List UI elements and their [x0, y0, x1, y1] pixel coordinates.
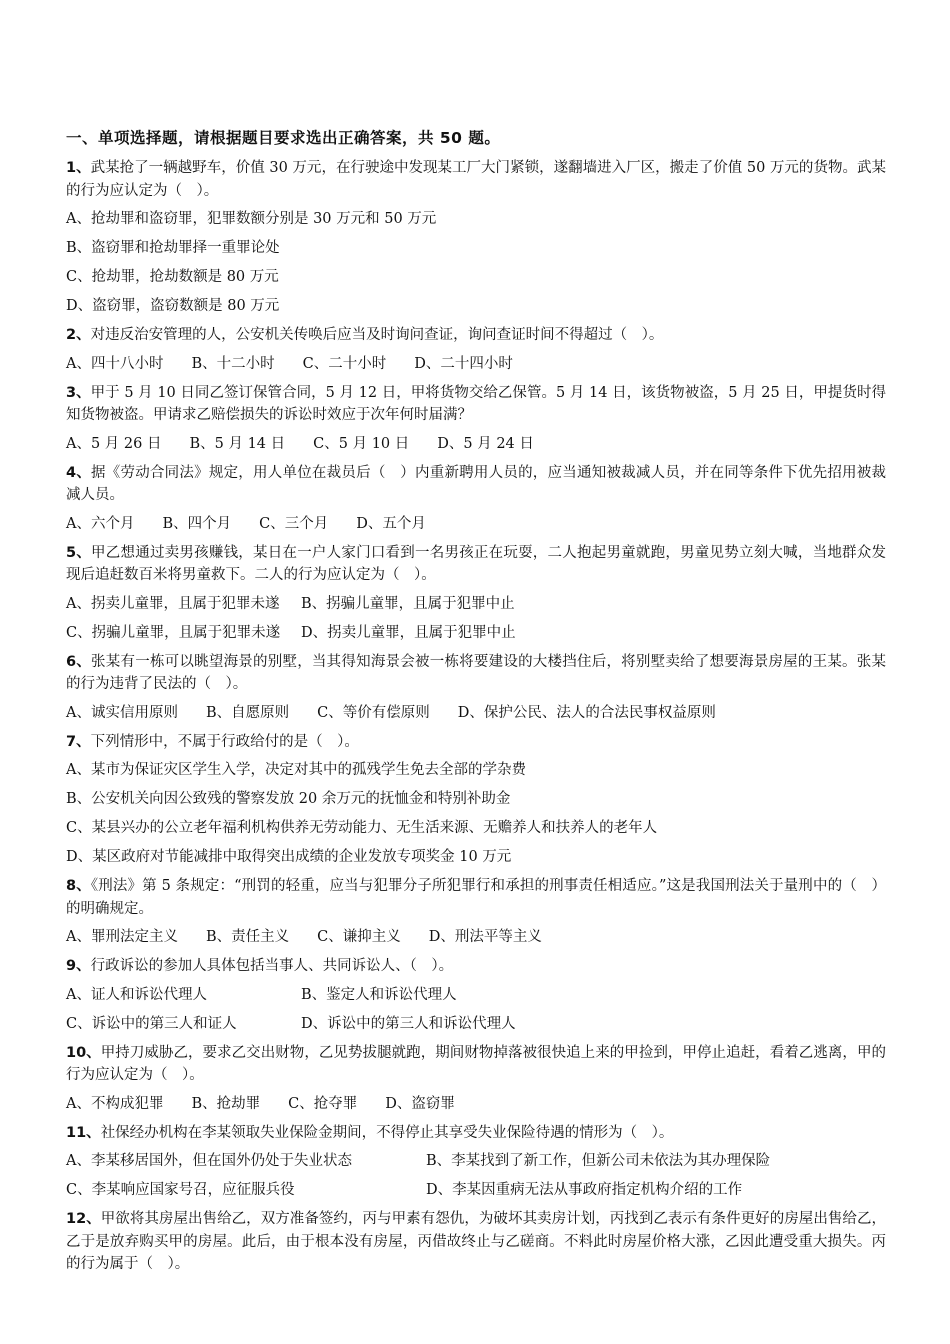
- question-text: 武某抢了一辆越野车，价值 30 万元，在行驶途中发现某工厂大门紧锁，遂翻墙进入厂区，搬走了价值 50 万元的货物。武某的行为应认定为（ ）。: [66, 160, 886, 199]
- option: C、二十小时: [302, 355, 387, 372]
- option: C、某县兴办的公立老年福利机构供养无劳动能力、无生活来源、无赡养人和扶养人的老年人: [66, 820, 658, 836]
- option: C、李某响应国家号召，应征服兵役: [66, 1182, 295, 1198]
- option: A、抢劫罪和盗窃罪，犯罪数额分别是 30 万元和 50 万元: [66, 211, 437, 227]
- question-6: [66, 651, 886, 696]
- question-text: 社保经办机构在李某领取失业保险金期间，不得停止其享受失业保险待遇的情形为（ ）。: [100, 1124, 674, 1141]
- options-row: [66, 1179, 886, 1201]
- option: A、四十八小时: [66, 355, 164, 372]
- question-number: 7、: [66, 733, 91, 750]
- question-text: 行政诉讼的参加人具体包括当事人、共同诉讼人、（ ）。: [90, 958, 454, 974]
- options-row: [66, 1093, 886, 1115]
- options-row: [66, 513, 886, 535]
- option: B、十二小时: [191, 355, 275, 372]
- option: C、三个月: [259, 515, 329, 532]
- question-text: 甲持刀威胁乙，要求乙交出财物，乙见势拔腿就跑，期间财物掉落被很快追上来的甲捡到，甲停止追赶，看着乙逃离，甲的行为应认定为（ ）。: [66, 1044, 886, 1083]
- option: D、5 月 24 日: [437, 435, 534, 452]
- option: A、不构成犯罪: [66, 1095, 164, 1112]
- option: A、罪刑法定主义: [66, 929, 178, 945]
- option: A、诚实信用原则: [66, 704, 178, 721]
- option: B、李某找到了新工作，但新公司未依法为其办理保险: [426, 1153, 771, 1169]
- option: B、拐骗儿童罪，且属于犯罪中止: [301, 595, 515, 612]
- options-row: [66, 984, 886, 1006]
- option: D、李某因重病无法从事政府指定机构介绍的工作: [426, 1182, 743, 1198]
- question-number: 12、: [66, 1211, 101, 1227]
- question-12: [66, 1208, 886, 1276]
- question-number: 2、: [66, 327, 91, 343]
- question-text: 据《劳动合同法》规定，用人单位在裁员后（ ）内重新聘用人员的，应当通知被裁减人员，并在同等条件下优先招用被裁减人员。: [66, 464, 886, 503]
- question-number: 8、: [66, 878, 91, 894]
- question-text: 甲于 5 月 10 日同乙签订保管合同，5 月 12 日，甲将货物交给乙保管。5 月 14 日，该货物被盗，5 月 25 日，甲提货时得知货物被盗。甲请求乙赔偿损失的诉讼时效应于次年何时届满？: [66, 384, 886, 423]
- options-row: [66, 1150, 886, 1172]
- question-text: 《刑法》第 5 条规定：“刑罚的轻重，应当与犯罪分子所犯罪行和承担的刑事责任相适应。”这是我国刑法关于量刑中的（ ）的明确规定。: [66, 878, 886, 917]
- option: A、六个月: [66, 515, 135, 532]
- option: B、抢劫罪: [191, 1095, 261, 1112]
- question-number: 10、: [66, 1044, 101, 1061]
- options-row: [66, 593, 886, 615]
- option: C、抢夺罪: [288, 1095, 358, 1112]
- question-text: 对违反治安管理的人，公安机关传唤后应当及时询问查证，询问查证时间不得超过（ ）。: [90, 327, 664, 343]
- option: D、保护公民、法人的合法民事权益原则: [457, 704, 716, 721]
- question-3: [66, 382, 886, 427]
- option: C、拐骗儿童罪，且属于犯罪未遂: [66, 624, 281, 641]
- question-number: 1、: [66, 160, 91, 176]
- option: C、抢劫罪，抢劫数额是 80 万元: [66, 269, 279, 285]
- question-11: [66, 1122, 886, 1145]
- option: D、盗窃罪: [385, 1095, 455, 1112]
- question-text: 甲乙想通过卖男孩赚钱，某日在一户人家门口看到一名男孩正在玩耍，二人抱起男童就跑，男童见势立刻大喊，当地群众发现后追赶数百米将男童救下。二人的行为应认定为（ ）。: [66, 544, 886, 583]
- question-text: 下列情形中，不属于行政给付的是（ ）。: [90, 733, 359, 750]
- question-7: [66, 731, 886, 754]
- question-1: [66, 157, 886, 202]
- question-number: 3、: [66, 384, 91, 401]
- options-row: [66, 433, 886, 455]
- question-10: [66, 1042, 886, 1087]
- question-number: 9、: [66, 958, 91, 974]
- options-row: [66, 926, 886, 948]
- option: C、等价有偿原则: [317, 704, 430, 721]
- option: D、五个月: [356, 515, 426, 532]
- option: D、某区政府对节能减排中取得突出成绩的企业发放专项奖金 10 万元: [66, 849, 512, 865]
- option: B、四个月: [162, 515, 232, 532]
- options-row: [66, 622, 886, 644]
- option: B、自愿原则: [205, 704, 290, 721]
- exam-page: [66, 126, 886, 1282]
- question-text: 甲欲将其房屋出售给乙，双方准备签约，丙与甲素有怨仇，为破坏其卖房计划，丙找到乙表示有条件更好的房屋出售给乙，乙于是放弃购买甲的房屋。此后，由于根本没有房屋，丙借故终止与乙磋商。不料此时房屋价格大涨，乙因此遭受重大损失。丙的行为属于（ ）。: [66, 1211, 886, 1272]
- options-row: [66, 702, 886, 724]
- option: D、诉讼中的第三人和诉讼代理人: [301, 1015, 516, 1032]
- option: A、5 月 26 日: [66, 435, 162, 452]
- question-number: 6、: [66, 653, 92, 670]
- option: A、证人和诉讼代理人: [66, 986, 207, 1003]
- option: B、责任主义: [205, 929, 290, 945]
- question-5: [66, 542, 886, 587]
- option: A、某市为保证灾区学生入学，决定对其中的孤残学生免去全部的学杂费: [66, 762, 526, 778]
- option: A、拐卖儿童罪，且属于犯罪未遂: [66, 595, 280, 612]
- option: D、盗窃罪，盗窃数额是 80 万元: [66, 298, 280, 314]
- option: C、诉讼中的第三人和证人: [66, 1015, 237, 1032]
- option: B、5 月 14 日: [189, 435, 286, 452]
- option: A、李某移居国外，但在国外仍处于失业状态: [66, 1153, 352, 1169]
- option: C、5 月 10 日: [313, 435, 410, 452]
- options-row: [66, 353, 886, 375]
- option: B、鉴定人和诉讼代理人: [301, 986, 457, 1003]
- option: B、公安机关向因公致残的警察发放 20 余万元的抚恤金和特别补助金: [66, 791, 511, 807]
- question-number: 4、: [66, 464, 92, 481]
- question-number: 11、: [66, 1124, 101, 1141]
- option: D、拐卖儿童罪，且属于犯罪中止: [301, 624, 516, 641]
- option: C、谦抑主义: [317, 929, 401, 945]
- section-title: 一、单项选择题，请根据题目要求选出正确答案，共 50 题。: [66, 129, 501, 147]
- question-8: [66, 875, 886, 920]
- question-2: [66, 324, 886, 347]
- option: D、二十四小时: [414, 355, 513, 372]
- question-number: 5、: [66, 544, 92, 561]
- question-4: [66, 462, 886, 507]
- option: B、盗窃罪和抢劫罪择一重罪论处: [66, 240, 280, 256]
- question-text: 张某有一栋可以眺望海景的别墅，当其得知海景会被一栋将要建设的大楼挡住后，将别墅卖给了想要海景房屋的王某。张某的行为违背了民法的（ ）。: [66, 653, 886, 692]
- option: D、刑法平等主义: [428, 929, 542, 945]
- question-9: [66, 955, 886, 978]
- options-row: [66, 1013, 886, 1035]
